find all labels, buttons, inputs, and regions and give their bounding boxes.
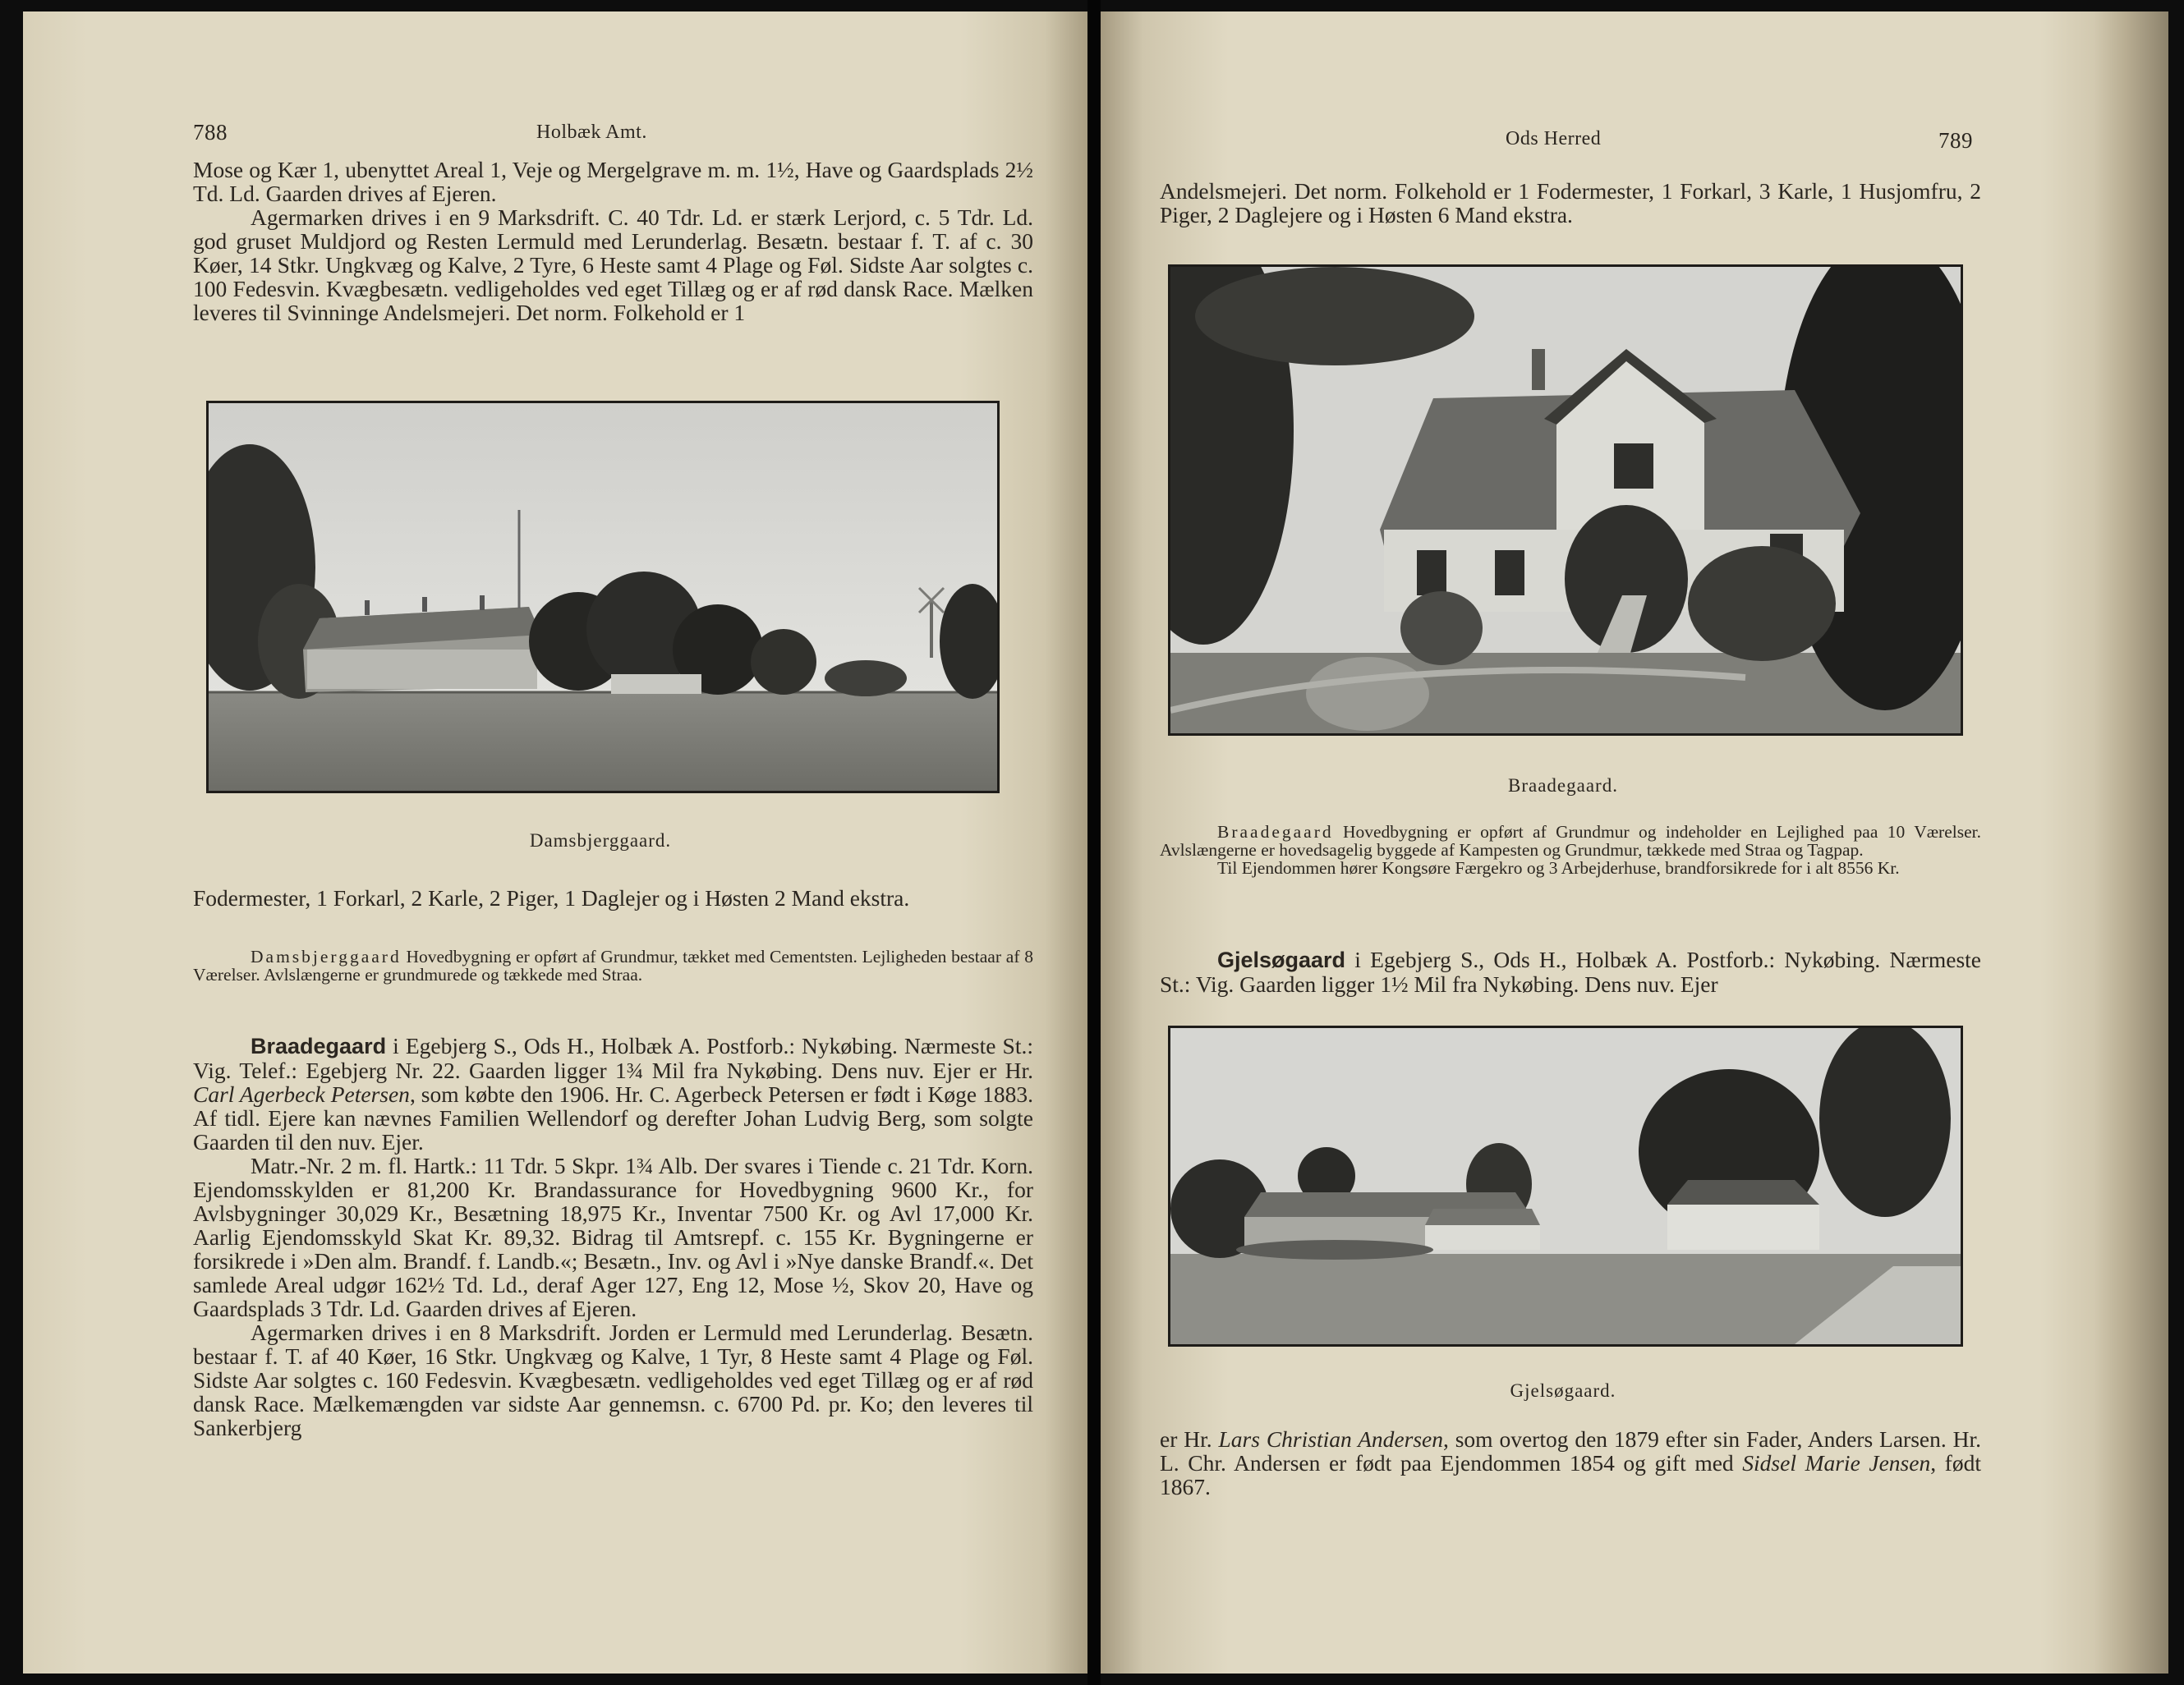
- entry-text: , som overtog den 1879 efter sin Fader, Anders Larsen. Hr. L. Chr. Andersen er født paa Ejendommen 1854 og gift med: [1160, 1426, 1981, 1476]
- paragraph: Fodermester, 1 Forkarl, 2 Karle, 2 Piger, 1 Daglejer og i Høsten 2 Mand ekstra.: [193, 885, 910, 911]
- braadegaard-photo: [1168, 264, 1963, 736]
- farm-name: Gjelsøgaard: [1217, 948, 1346, 972]
- entry-text: , som købte den 1906. Hr. C. Agerbeck Petersen er født i Køge 1883. Af tidl. Ejere kan nævnes Familien Wellendorf og derefter Johan Ludvig Berg, som solgte Gaarden til den nuv. Ejer.: [193, 1081, 1033, 1155]
- braadegaard-entry: [193, 1034, 1033, 1439]
- paragraph: Matr.-Nr. 2 m. fl. Hartk.: 11 Tdr. 5 Skpr. 1¾ Alb. Der svares i Tiende c. 21 Tdr. Korn. Ejendomsskylden er 81,200 Kr. Brandassurance for Hovedbygning 9600 Kr., for Avlsbygninger 30,029 Kr., Besætning 18,975 Kr., Inventar 7500 Kr. og Avl 17,000 Kr. Aarlig Ejendomsskyld Skat Kr. 89,32. Bidrag til Amtsrepf. c. 155 Kr. Bygningerne er forsikrede i »Den alm. Brandf. f. Landb.«; Besætn., Inv. og Avl i »Nye danske Brandf.«. Det samlede Areal udgør 162½ Td. Ld., deraf Ager 127, Eng 12, Mose ½, Skov 20, Have og Gaardsplads 3 Tdr. Ld. Gaarden drives af Ejeren.: [193, 1153, 1033, 1321]
- owner-name: Carl Agerbeck Petersen: [193, 1081, 410, 1107]
- left-text-middle: [193, 886, 1033, 910]
- gjelsogaard-entry: [1160, 948, 1981, 996]
- paragraph: Andelsmejeri. Det norm. Folkehold er 1 Fodermester, 1 Forkarl, 3 Karle, 1 Husjomfru, 2 Piger, 2 Daglejere og i Høsten 6 Mand ekstra.: [1160, 178, 1981, 227]
- farm-photo-illustration: [1170, 1028, 1961, 1344]
- right-running-head: Ods Herred: [1506, 128, 1602, 149]
- left-text-top: [193, 158, 1033, 324]
- paragraph: Mose og Kær 1, ubenyttet Areal 1, Veje og Mergelgrave m. m. 1½, Have og Gaardsplads 2½ Td. Ld. Gaarden drives af Ejeren.: [193, 157, 1033, 206]
- note-text: Hovedbygning er opført af Grundmur og indeholder en Lejlighed paa 10 Værelser. Avlslængerne er hovedsagelig byggede af Kampesten og Grundmur, tækkede med Straa og Tagpap.: [1160, 822, 1981, 860]
- gjelsogaard-photo: [1168, 1026, 1963, 1347]
- braadegaard-note: [1160, 823, 1981, 877]
- owner-name: Lars Christian Andersen: [1218, 1426, 1443, 1452]
- paragraph: Agermarken drives i en 8 Marksdrift. Jorden er Lermuld med Lerunderlag. Besætn. bestaar f. T. af 40 Køer, 16 Stkr. Ungkvæg og Kalve, 1 Tyr, 8 Heste samt 4 Plage og Føl. Sidste Aar solgtes c. 160 Fedesvin. Kvægbesætn. vedligeholdes ved eget Tillæg og er af rød dansk Race. Mælkemængden var sidste Aar gennemsn. c. 6700 Pd. pr. Ko; den leveres til Sankerbjerg: [193, 1320, 1033, 1440]
- farm-name: Damsbjerggaard: [251, 947, 402, 966]
- entry-text: er Hr.: [1160, 1426, 1219, 1452]
- entry-text: i Egebjerg S., Ods H., Holbæk A. Postforb.: Nykøbing. Nærmeste St.: Vig. Gaarden ligger 1½ Mil fra Nykøbing. Dens nuv. Ejer: [1160, 947, 1981, 997]
- left-page: [23, 11, 1087, 1674]
- photo-caption: Braadegaard.: [1508, 775, 1618, 796]
- farm-name: Braadegaard: [1217, 822, 1334, 842]
- entry-text: , født 1867.: [1160, 1450, 1981, 1499]
- photo-caption: Gjelsøgaard.: [1510, 1380, 1616, 1401]
- photo-caption: Damsbjerggaard.: [529, 830, 672, 851]
- right-text-top: [1160, 179, 1981, 227]
- left-page-number: 788: [193, 120, 228, 145]
- right-page: [1101, 11, 2168, 1674]
- book-gutter: [1087, 0, 1101, 1685]
- damsbjerggaard-photo: [206, 401, 1000, 793]
- paragraph: Agermarken drives i en 9 Marksdrift. C. 40 Tdr. Ld. er stærk Lerjord, c. 5 Tdr. Ld. god gruset Muldjord og Resten Lermuld med Lerunderlag. Besætn. bestaar f. T. af c. 30 Køer, 14 Stkr. Ungkvæg og Kalve, 2 Tyre, 6 Heste samt 4 Plage og Føl. Sidste Aar solgtes c. 100 Fedesvin. Kvægbesætn. vedligeholdes ved eget Tillæg og er af rød dansk Race. Mælken leveres til Svinninge Andelsmejeri. Det norm. Folkehold er 1: [193, 204, 1033, 325]
- right-page-number: 789: [1938, 128, 1973, 153]
- spouse-name: Sidsel Marie Jensen: [1742, 1450, 1931, 1476]
- left-running-head: Holbæk Amt.: [536, 122, 647, 143]
- entry-text: i Egebjerg S., Ods H., Holbæk A. Postforb.: Nykøbing. Nærmeste St.: Vig. Telef.: Egebjerg Nr. 22. Gaarden ligger 1¾ Mil fra Nykøbing. Dens nuv. Ejer er Hr.: [193, 1033, 1033, 1083]
- house-photo-illustration: [1170, 267, 1961, 733]
- right-text-end: [1160, 1427, 1981, 1499]
- paragraph: Til Ejendommen hører Kongsøre Færgekro og 3 Arbejderhuse, brandforsikrede for i alt 8556 Kr.: [1217, 858, 1900, 878]
- damsbjerggaard-note: [193, 948, 1033, 984]
- farm-name: Braadegaard: [251, 1034, 387, 1058]
- farm-photo-illustration: [209, 403, 997, 791]
- note-text: Hovedbygning er opført af Grundmur, tækket med Cementsten. Lejligheden bestaar af 8 Værelser. Avlslængerne er grundmurede og tækkede med Straa.: [193, 947, 1033, 985]
